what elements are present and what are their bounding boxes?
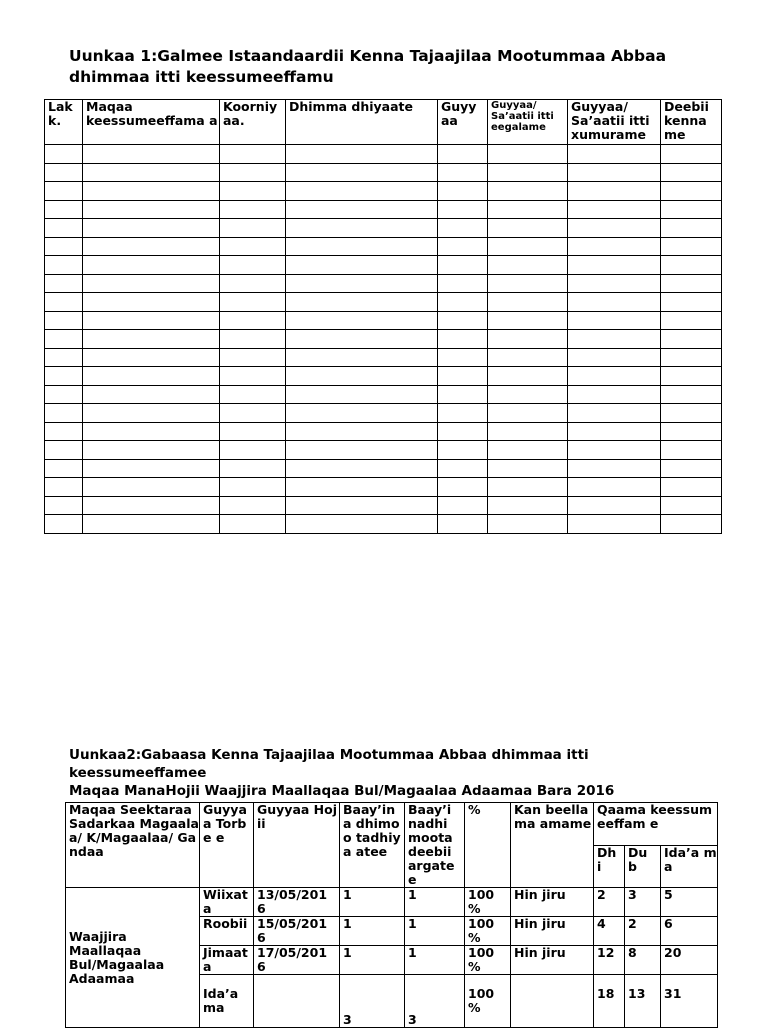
empty-cell xyxy=(661,200,722,219)
empty-cell xyxy=(488,404,568,423)
empty-cell xyxy=(438,496,488,515)
empty-cell xyxy=(83,293,220,312)
empty-cell xyxy=(488,441,568,460)
empty-cell xyxy=(220,311,286,330)
empty-cell xyxy=(568,256,661,275)
empty-table-row xyxy=(45,385,722,404)
row-submitted: 1 xyxy=(340,946,405,975)
empty-cell xyxy=(220,145,286,164)
header-guyyaa: Guyy aa xyxy=(438,100,488,145)
empty-cell xyxy=(45,219,83,238)
empty-cell xyxy=(438,274,488,293)
empty-cell xyxy=(438,422,488,441)
empty-cell xyxy=(83,256,220,275)
empty-cell xyxy=(45,404,83,423)
header-male: Dh i xyxy=(594,846,625,888)
empty-cell xyxy=(45,274,83,293)
row-total: 6 xyxy=(661,917,718,946)
empty-cell xyxy=(45,515,83,534)
empty-cell xyxy=(220,330,286,349)
empty-cell xyxy=(45,311,83,330)
empty-cell xyxy=(286,348,438,367)
empty-cell xyxy=(45,330,83,349)
empty-cell xyxy=(568,459,661,478)
empty-cell xyxy=(488,496,568,515)
unit1-title-line2: dhimmaa itti keessumeeffamu xyxy=(69,68,334,86)
empty-cell xyxy=(83,496,220,515)
empty-cell xyxy=(568,163,661,182)
row-date: 17/05/201 6 xyxy=(254,946,340,975)
empty-table-row xyxy=(45,422,722,441)
empty-cell xyxy=(220,478,286,497)
empty-cell xyxy=(220,256,286,275)
empty-table-row xyxy=(45,200,722,219)
empty-cell xyxy=(83,274,220,293)
empty-cell xyxy=(488,145,568,164)
empty-cell xyxy=(286,422,438,441)
header-koorniyaa: Koorniy aa. xyxy=(220,100,286,145)
empty-cell xyxy=(488,256,568,275)
empty-table-row xyxy=(45,219,722,238)
empty-cell xyxy=(661,219,722,238)
empty-cell xyxy=(220,459,286,478)
empty-cell xyxy=(661,515,722,534)
empty-cell xyxy=(220,496,286,515)
row-percent: 100 % xyxy=(465,888,511,917)
empty-cell xyxy=(83,163,220,182)
empty-cell xyxy=(568,515,661,534)
empty-cell xyxy=(220,422,286,441)
row-total: 5 xyxy=(661,888,718,917)
row-answered: 1 xyxy=(405,946,465,975)
empty-cell xyxy=(220,515,286,534)
empty-cell xyxy=(568,274,661,293)
empty-cell xyxy=(83,515,220,534)
empty-cell xyxy=(286,330,438,349)
empty-table-row xyxy=(45,404,722,423)
empty-cell xyxy=(438,367,488,386)
empty-table-row xyxy=(45,274,722,293)
empty-cell xyxy=(568,219,661,238)
empty-cell xyxy=(661,182,722,201)
row-male: 2 xyxy=(594,888,625,917)
empty-cell xyxy=(286,219,438,238)
empty-cell xyxy=(488,330,568,349)
empty-cell xyxy=(45,145,83,164)
empty-cell xyxy=(438,348,488,367)
empty-cell xyxy=(286,293,438,312)
empty-cell xyxy=(83,219,220,238)
row-female: 8 xyxy=(625,946,661,975)
empty-cell xyxy=(220,404,286,423)
empty-cell xyxy=(488,459,568,478)
empty-cell xyxy=(286,163,438,182)
empty-cell xyxy=(568,385,661,404)
empty-cell xyxy=(83,422,220,441)
empty-cell xyxy=(220,219,286,238)
empty-cell xyxy=(220,385,286,404)
empty-cell xyxy=(661,163,722,182)
empty-cell xyxy=(488,274,568,293)
empty-cell xyxy=(438,404,488,423)
empty-table-row xyxy=(45,163,722,182)
row-submitted: 1 xyxy=(340,917,405,946)
empty-cell xyxy=(488,515,568,534)
empty-cell xyxy=(286,515,438,534)
empty-table-row xyxy=(45,515,722,534)
empty-cell xyxy=(438,163,488,182)
empty-cell xyxy=(286,274,438,293)
unit1-table-body xyxy=(45,145,722,534)
empty-cell xyxy=(488,200,568,219)
header-female: Du b xyxy=(625,846,661,888)
empty-cell xyxy=(661,367,722,386)
empty-table-row xyxy=(45,478,722,497)
empty-cell xyxy=(568,311,661,330)
empty-table-row xyxy=(45,330,722,349)
empty-table-row xyxy=(45,496,722,515)
row-day: Wiixat a xyxy=(200,888,254,917)
empty-cell xyxy=(286,311,438,330)
empty-table-row xyxy=(45,237,722,256)
empty-cell xyxy=(661,385,722,404)
empty-cell xyxy=(488,348,568,367)
empty-cell xyxy=(661,330,722,349)
row-female: 2 xyxy=(625,917,661,946)
empty-cell xyxy=(568,404,661,423)
empty-cell xyxy=(286,200,438,219)
unit2-header-row xyxy=(66,803,718,846)
empty-cell xyxy=(661,256,722,275)
empty-cell xyxy=(661,145,722,164)
empty-cell xyxy=(45,182,83,201)
empty-cell xyxy=(661,422,722,441)
sum-female: 13 xyxy=(625,975,661,1028)
empty-cell xyxy=(45,237,83,256)
header-gender-group: Qaama keessumeeffam e xyxy=(594,803,718,846)
empty-cell xyxy=(220,274,286,293)
empty-cell xyxy=(220,163,286,182)
unit1-title xyxy=(69,46,729,88)
header-pending: Kan beellama amame xyxy=(511,803,594,888)
empty-cell xyxy=(286,367,438,386)
table-row xyxy=(66,888,718,917)
empty-cell xyxy=(438,219,488,238)
empty-cell xyxy=(45,422,83,441)
sector-name: Waajjira Maallaqaa Bul/Magaalaa Adaamaa xyxy=(66,888,200,1028)
row-pending: Hin jiru xyxy=(511,946,594,975)
empty-cell xyxy=(83,200,220,219)
row-male: 4 xyxy=(594,917,625,946)
empty-cell xyxy=(45,459,83,478)
unit2-report-table xyxy=(65,802,718,1028)
empty-table-row xyxy=(45,311,722,330)
empty-cell xyxy=(568,367,661,386)
header-eegalame: Guyyaa/ Sa’aatii itti eegalame xyxy=(488,100,568,145)
empty-cell xyxy=(661,496,722,515)
unit2-title-line2: keessumeeffamee xyxy=(69,765,207,781)
header-dhimma: Dhimma dhiyaate xyxy=(286,100,438,145)
empty-cell xyxy=(568,478,661,497)
empty-cell xyxy=(45,163,83,182)
empty-cell xyxy=(568,293,661,312)
empty-cell xyxy=(438,293,488,312)
empty-cell xyxy=(488,163,568,182)
empty-cell xyxy=(220,293,286,312)
empty-cell xyxy=(438,441,488,460)
unit2-title-line1: Uunkaa2:Gabaasa Kenna Tajaajilaa Mootummaa Abbaa dhimmaa itti xyxy=(69,747,589,763)
empty-cell xyxy=(45,496,83,515)
empty-cell xyxy=(83,182,220,201)
empty-cell xyxy=(286,441,438,460)
empty-cell xyxy=(488,385,568,404)
empty-cell xyxy=(488,478,568,497)
row-percent: 100 % xyxy=(465,917,511,946)
empty-cell xyxy=(438,182,488,201)
empty-cell xyxy=(488,219,568,238)
empty-cell xyxy=(83,367,220,386)
empty-cell xyxy=(438,200,488,219)
header-deebii: Deebii kenna me xyxy=(661,100,722,145)
empty-table-row xyxy=(45,145,722,164)
empty-cell xyxy=(83,478,220,497)
row-date: 13/05/201 6 xyxy=(254,888,340,917)
empty-cell xyxy=(286,459,438,478)
empty-cell xyxy=(661,293,722,312)
empty-cell xyxy=(286,478,438,497)
empty-cell xyxy=(661,311,722,330)
unit1-title-line1: Uunkaa 1:Galmee Istaandaardii Kenna Tajaajilaa Mootummaa Abbaa xyxy=(69,47,667,65)
empty-cell xyxy=(568,441,661,460)
empty-cell xyxy=(568,330,661,349)
empty-cell xyxy=(45,441,83,460)
unit1-header-row xyxy=(45,100,722,145)
empty-cell xyxy=(661,441,722,460)
header-submitted: Baay’in a dhimoo tadhiya atee xyxy=(340,803,405,888)
header-percent: % xyxy=(465,803,511,888)
empty-cell xyxy=(661,348,722,367)
sum-pending xyxy=(511,975,594,1028)
empty-cell xyxy=(488,237,568,256)
empty-cell xyxy=(661,237,722,256)
empty-cell xyxy=(438,330,488,349)
header-week-day: Guyya a Torbe e xyxy=(200,803,254,888)
row-percent: 100 % xyxy=(465,946,511,975)
empty-cell xyxy=(661,404,722,423)
row-pending: Hin jiru xyxy=(511,888,594,917)
empty-cell xyxy=(220,182,286,201)
empty-cell xyxy=(45,385,83,404)
sum-percent: 100 % xyxy=(465,975,511,1028)
empty-cell xyxy=(438,385,488,404)
empty-cell xyxy=(488,293,568,312)
empty-cell xyxy=(488,182,568,201)
empty-cell xyxy=(438,515,488,534)
empty-table-row xyxy=(45,293,722,312)
sum-submitted: 3 xyxy=(340,975,405,1028)
empty-cell xyxy=(488,367,568,386)
empty-table-row xyxy=(45,256,722,275)
empty-cell xyxy=(286,182,438,201)
empty-cell xyxy=(45,348,83,367)
empty-cell xyxy=(45,293,83,312)
empty-cell xyxy=(568,200,661,219)
empty-table-row xyxy=(45,367,722,386)
header-lakk: Lak k. xyxy=(45,100,83,145)
empty-cell xyxy=(568,182,661,201)
empty-cell xyxy=(661,274,722,293)
empty-cell xyxy=(488,422,568,441)
sum-answered: 3 xyxy=(405,975,465,1028)
empty-cell xyxy=(45,256,83,275)
empty-cell xyxy=(45,367,83,386)
empty-cell xyxy=(568,496,661,515)
row-pending: Hin jiru xyxy=(511,917,594,946)
header-xumurame: Guyyaa/ Sa’aatii itti xumurame xyxy=(568,100,661,145)
row-male: 12 xyxy=(594,946,625,975)
header-sector: Maqaa Seektaraa Sadarkaa Magaalaa/ K/Magaalaa/ Gandaa xyxy=(66,803,200,888)
empty-cell xyxy=(568,237,661,256)
row-date: 15/05/201 6 xyxy=(254,917,340,946)
empty-table-row xyxy=(45,441,722,460)
empty-cell xyxy=(83,441,220,460)
header-answered: Baay’i nadhi moota deebii argate e xyxy=(405,803,465,888)
empty-cell xyxy=(286,145,438,164)
row-submitted: 1 xyxy=(340,888,405,917)
empty-cell xyxy=(438,256,488,275)
row-day: Roobii xyxy=(200,917,254,946)
empty-table-row xyxy=(45,348,722,367)
row-answered: 1 xyxy=(405,888,465,917)
empty-cell xyxy=(286,256,438,275)
empty-cell xyxy=(488,311,568,330)
empty-cell xyxy=(83,459,220,478)
empty-cell xyxy=(220,200,286,219)
empty-cell xyxy=(438,311,488,330)
unit2-title xyxy=(69,746,689,800)
empty-cell xyxy=(83,348,220,367)
empty-cell xyxy=(83,145,220,164)
header-total: Ida’a ma xyxy=(661,846,718,888)
empty-cell xyxy=(220,367,286,386)
empty-cell xyxy=(438,145,488,164)
empty-cell xyxy=(286,496,438,515)
empty-cell xyxy=(220,348,286,367)
empty-cell xyxy=(286,237,438,256)
empty-cell xyxy=(568,348,661,367)
empty-cell xyxy=(83,311,220,330)
empty-cell xyxy=(220,237,286,256)
empty-cell xyxy=(438,478,488,497)
empty-cell xyxy=(83,237,220,256)
empty-cell xyxy=(83,404,220,423)
sum-day: Ida’a ma xyxy=(200,975,254,1028)
empty-cell xyxy=(45,478,83,497)
empty-cell xyxy=(568,145,661,164)
empty-cell xyxy=(286,404,438,423)
empty-cell xyxy=(83,330,220,349)
unit1-register-table xyxy=(44,99,722,534)
row-day: Jimaat a xyxy=(200,946,254,975)
header-work-day: Guyyaa Hojii xyxy=(254,803,340,888)
empty-cell xyxy=(83,385,220,404)
empty-cell xyxy=(661,459,722,478)
row-answered: 1 xyxy=(405,917,465,946)
row-total: 20 xyxy=(661,946,718,975)
empty-cell xyxy=(438,237,488,256)
empty-table-row xyxy=(45,182,722,201)
row-female: 3 xyxy=(625,888,661,917)
sum-date xyxy=(254,975,340,1028)
empty-cell xyxy=(45,200,83,219)
empty-cell xyxy=(220,441,286,460)
empty-cell xyxy=(661,478,722,497)
sum-total: 31 xyxy=(661,975,718,1028)
empty-cell xyxy=(286,385,438,404)
empty-table-row xyxy=(45,459,722,478)
unit2-title-line3: Maqaa ManaHojii Waajjira Maallaqaa Bul/Magaalaa Adaamaa Bara 2016 xyxy=(69,783,615,799)
empty-cell xyxy=(438,459,488,478)
sum-male: 18 xyxy=(594,975,625,1028)
empty-cell xyxy=(568,422,661,441)
header-maqaa: Maqaa keessumeeffama a xyxy=(83,100,220,145)
